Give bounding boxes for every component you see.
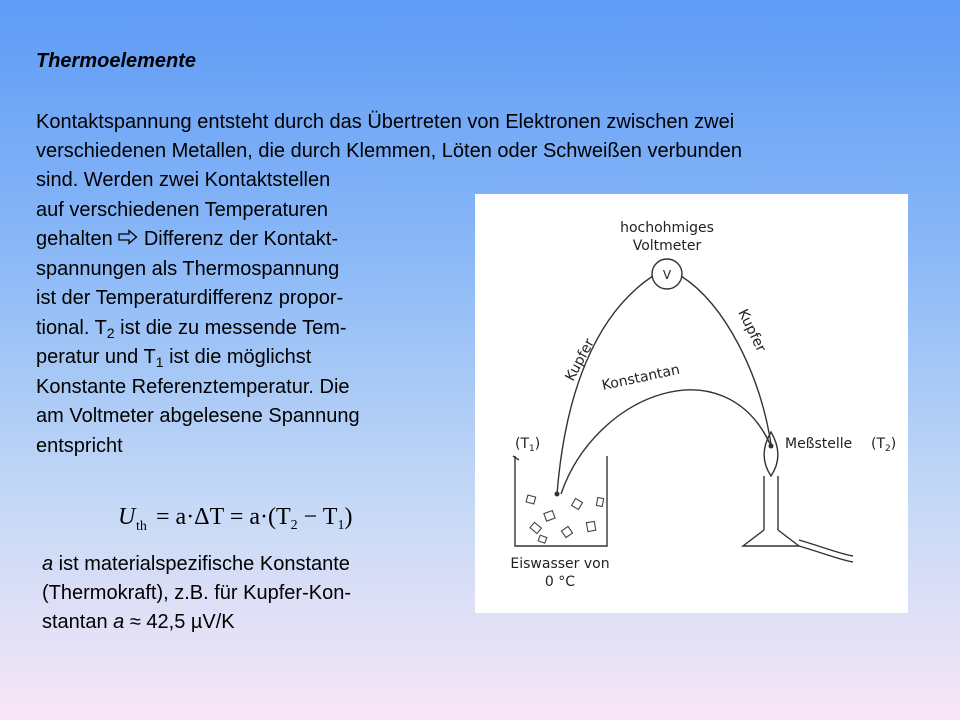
intro-line-2: verschiedenen Metallen, die durch Klemmen, Löten oder Schweißen verbunden	[36, 140, 742, 162]
text-fragment: stantan	[42, 611, 114, 633]
subscript: 1	[155, 354, 164, 370]
voltmeter-label-1: hochohmiges	[620, 220, 714, 236]
burner-tube	[764, 476, 778, 530]
text-line: am Voltmeter abgelesene Spannung	[36, 405, 360, 427]
burner-base	[743, 530, 799, 546]
intro-paragraph	[36, 108, 936, 166]
text-fragment: ≈ 42,5 µV/K	[124, 611, 235, 633]
formula-close: )	[344, 504, 353, 530]
text-fragment: a	[113, 611, 125, 633]
text-line: auf verschiedenen Temperaturen	[36, 198, 329, 221]
text-fragment: Differenz der Kontakt-	[138, 228, 339, 250]
text-line: spannungen als Thermospannung	[36, 257, 340, 280]
subscript: 2	[106, 324, 115, 341]
wrapped-paragraph	[36, 166, 360, 461]
copper-wire-right	[681, 276, 771, 444]
text-line	[42, 550, 351, 579]
gas-hose	[799, 540, 853, 562]
page-title: Thermoelemente	[36, 50, 197, 72]
text-line: sind. Werden zwei Kontaktstellen	[36, 169, 331, 191]
constantan-wire	[561, 390, 771, 494]
text-fragment: ist die zu messende Tem-	[114, 316, 347, 339]
flame	[764, 432, 778, 476]
thermocouple-figure	[475, 194, 908, 613]
junction-t1	[555, 492, 560, 497]
label-konstantan: Konstantan	[600, 361, 682, 394]
text-fragment: ist materialspezifische Konstante	[53, 553, 350, 575]
label-kupfer-left: Kupfer	[562, 336, 598, 384]
text-line	[36, 314, 360, 344]
formula-rest: = a·ΔT = a·(T	[156, 504, 291, 530]
text-line: ist der Temperaturdifferenz propor-	[36, 287, 344, 309]
text-line: Konstante Referenztemperatur. Die	[36, 375, 350, 398]
text-fragment: peratur und T	[36, 346, 156, 368]
label-messstelle: Meßstelle	[785, 436, 853, 452]
text-line: (Thermokraft), z.B. für Kupfer-Kon-	[42, 582, 351, 604]
label-eiswasser-2: 0 °C	[544, 574, 576, 590]
text-line	[42, 608, 351, 637]
label-t2: $(T_2)$	[871, 436, 897, 454]
label-t1: $(T_1)$	[515, 436, 541, 454]
text-line	[36, 343, 360, 373]
text-fragment: gehalten	[36, 228, 119, 250]
ice-cubes	[526, 495, 604, 543]
thermovoltage-formula	[116, 494, 376, 538]
label-eiswasser-1: Eiswasser von	[510, 556, 610, 572]
formula-sub-2: 2	[290, 518, 298, 533]
arrow-right-icon	[118, 225, 138, 255]
constant-description	[42, 550, 351, 637]
text-fragment: tional. T	[36, 316, 107, 339]
formula-u: U	[118, 504, 136, 530]
label-kupfer-right: Kupfer	[734, 306, 769, 355]
formula-minus: − T	[297, 504, 338, 530]
junction-t2	[769, 444, 774, 449]
formula-th: th	[136, 519, 147, 534]
voltmeter-label-2: Voltmeter	[632, 238, 702, 254]
text-line: entspricht	[36, 434, 123, 457]
text-fragment: a	[42, 553, 54, 575]
text-fragment: ist die möglichst	[163, 346, 312, 368]
formula-body	[156, 504, 352, 533]
voltmeter-v: V	[662, 268, 672, 282]
intro-line-1: Kontaktspannung entsteht durch das Übertreten von Elektronen zwischen zwei	[36, 111, 735, 133]
text-line	[36, 225, 360, 255]
formula-sub-1: 1	[337, 518, 345, 533]
